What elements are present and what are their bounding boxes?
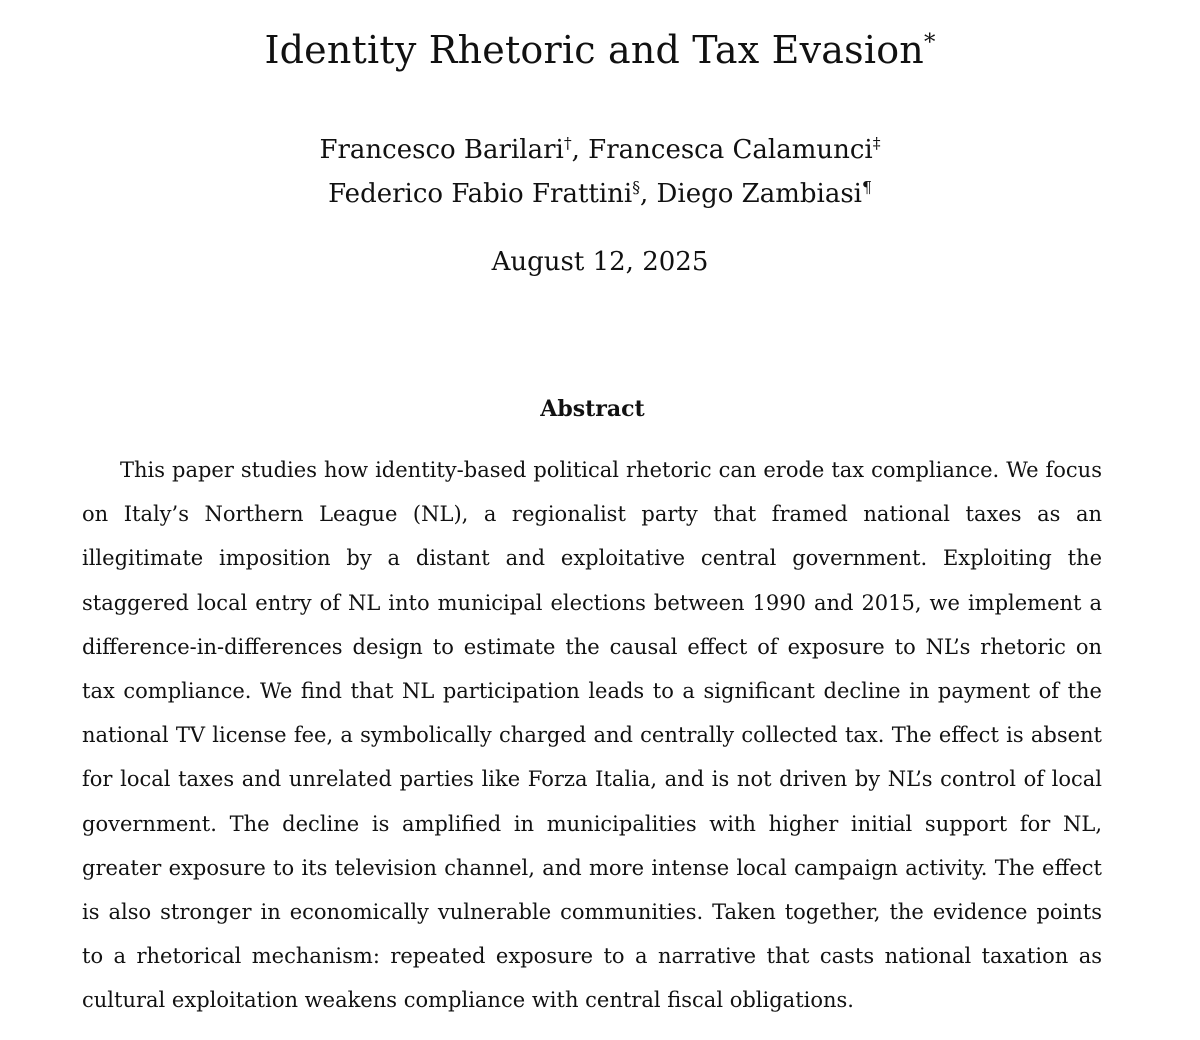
paper-title-text: Identity Rhetoric and Tax Evasion: [264, 28, 924, 72]
author-footnote-mark: †: [563, 134, 572, 153]
author-line-2: Federico Fabio Frattini§, Diego Zambiasi¶: [328, 178, 872, 209]
author-block: [0, 128, 1200, 216]
title-footnote-mark: *: [923, 29, 936, 56]
publication-date: August 12, 2025: [491, 247, 709, 277]
author-name: Francesco Barilari: [319, 135, 564, 165]
paper-title: [0, 28, 1200, 72]
author-footnote-mark: §: [632, 178, 641, 197]
author-footnote-mark: ‡: [872, 134, 881, 153]
author-name: Federico Fabio Frattini: [328, 179, 633, 209]
author-3: [328, 179, 640, 209]
abstract-body: This paper studies how identity-based political rhetoric can erode tax compliance. We focus on Italy’s Northern League (NL), a regionalist party that framed national taxes as an illegitimate imposition by a distant and exploitative central government. Exploiting the staggered local entry of NL into municipal elections between 1990 and 2015, we implement a difference-in-differences design to estimate the causal effect of exposure to NL’s rhetoric on tax compliance. We find that NL participation leads to a significant decline in payment of the national TV license fee, a symbolically charged and centrally collected tax. The effect is absent for local taxes and unrelated parties like Forza Italia, and is not driven by NL’s control of local government. The decline is amplified in municipalities with higher initial support for NL, greater exposure to its television channel, and more intense local campaign activity. The effect is also stronger in economically vulnerable communities. Taken together, the evidence points to a rhetorical mechanism: repeated exposure to a narrative that casts national taxation as cultural exploitation weakens compliance with central fiscal obligations.: [82, 458, 1102, 1013]
abstract-heading: Abstract: [540, 396, 645, 422]
author-footnote-mark: ¶: [862, 178, 872, 197]
author-name: Francesca Calamunci: [588, 135, 873, 165]
author-2: [588, 135, 880, 165]
author-4: [657, 179, 872, 209]
author-name: Diego Zambiasi: [656, 179, 862, 209]
author-line-1: Francesco Barilari†, Francesca Calamunci‡: [319, 134, 881, 165]
author-1: [319, 135, 571, 165]
